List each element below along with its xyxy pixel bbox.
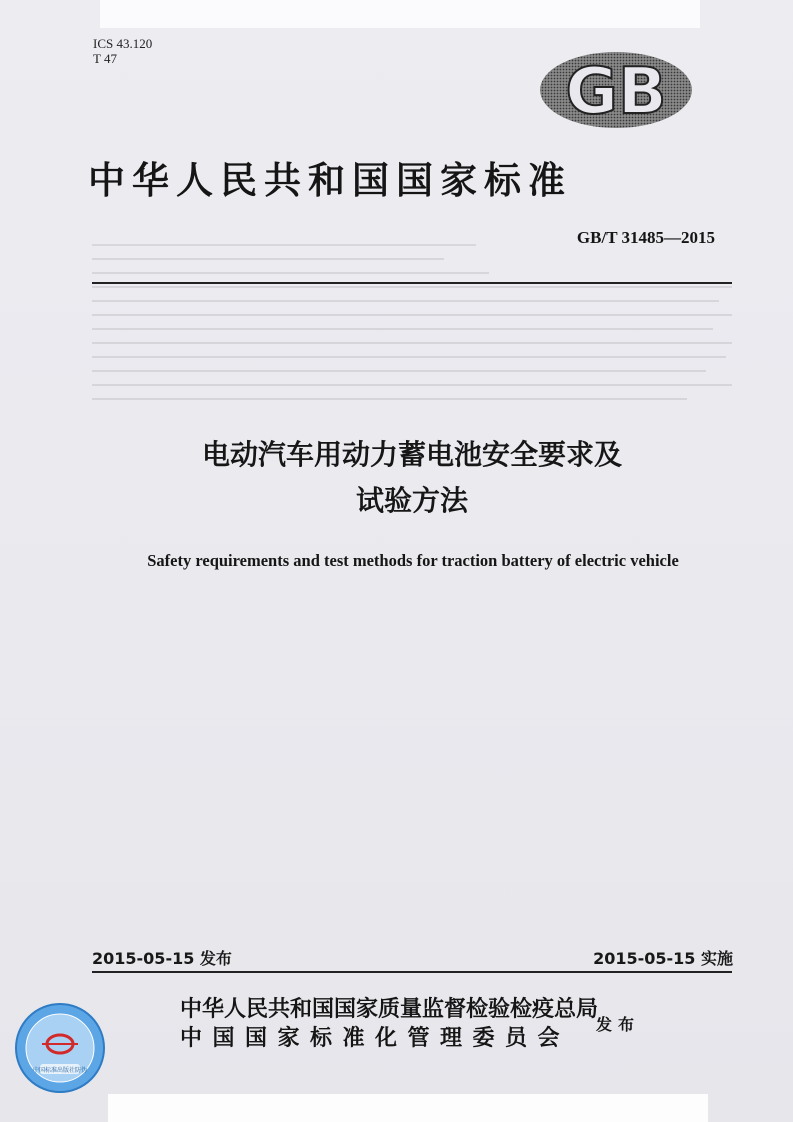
chinese-title-line2: 试验方法 xyxy=(355,484,468,517)
issuing-authorities xyxy=(180,995,598,1053)
implement-date: 2015-05-15 实施 xyxy=(593,949,733,968)
footer-divider xyxy=(92,971,732,973)
issuer-line1: 中华人民共和国国家质量监督检验检疫总局 xyxy=(180,997,599,1022)
english-title: Safety requirements and test methods for traction battery of electric vehicle xyxy=(147,551,679,570)
gb-logo-icon xyxy=(538,50,694,130)
standard-category-title: 中华人民共和国国家标准 xyxy=(88,159,572,202)
issuer-line2: 中国国家标准化管理委员会 xyxy=(180,1026,571,1051)
svg-text:中国标准出版社防伪: 中国标准出版社防伪 xyxy=(32,1067,88,1074)
header-divider xyxy=(92,282,732,284)
publish-date: 2015-05-15 发布 xyxy=(92,949,232,968)
svg-text:GB: GB xyxy=(565,55,667,129)
classification-codes xyxy=(93,36,152,66)
ccs-code: T 47 xyxy=(93,51,117,66)
issue-label: 发布 xyxy=(596,1015,641,1034)
ics-code: ICS 43.120 xyxy=(93,36,153,51)
scan-top-strip xyxy=(100,0,700,28)
chinese-title-line1: 电动汽车用动力蓄电池安全要求及 xyxy=(201,438,622,471)
anti-counterfeit-seal-icon xyxy=(14,1002,106,1094)
scan-bottom-strip xyxy=(108,1094,708,1122)
standard-number: GB/T 31485—2015 xyxy=(576,228,715,247)
chinese-title xyxy=(92,432,732,524)
